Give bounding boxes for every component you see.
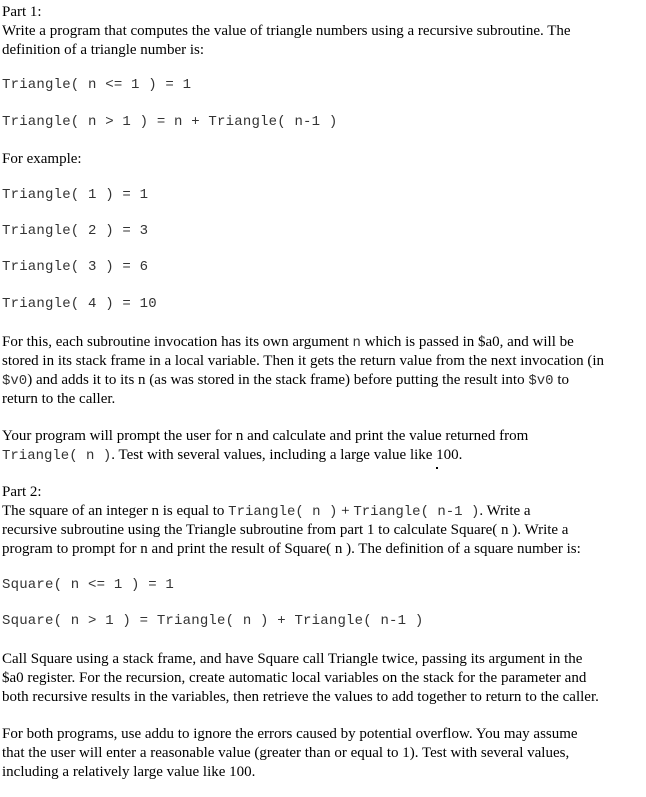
triangle-definition-base: Triangle( n <= 1 ) = 1 <box>2 77 192 93</box>
example-line: Triangle( 3 ) = 6 <box>2 259 149 275</box>
inline-code: $v0 <box>2 373 28 389</box>
part1-para2-line-2 <box>2 446 462 466</box>
part1-heading: Part 1: <box>2 4 42 20</box>
text-span: . Write a <box>479 503 531 519</box>
text-span: . Test with several values, including a large value like 100. <box>111 447 463 463</box>
inline-code: Triangle( n ) <box>2 448 112 464</box>
inline-code: $v0 <box>528 373 554 389</box>
part1-para1-line-4: return to the caller. <box>2 391 116 407</box>
part1-para2-line-1: Your program will prompt the user for n and calculate and print the value returned from <box>2 428 529 444</box>
part1-para1-line-1 <box>2 333 574 353</box>
square-definition-recursive: Square( n > 1 ) = Triangle( n ) + Triangle( n-1 ) <box>2 613 424 629</box>
example-line: Triangle( 1 ) = 1 <box>2 187 149 203</box>
square-definition-base: Square( n <= 1 ) = 1 <box>2 577 175 593</box>
part2-para1-line-3: program to prompt for n and print the result of Square( n ). The definition of a square number is: <box>2 541 581 557</box>
part1-para1-line-2: stored in its stack frame in a local variable. Then it gets the return value from the next invocation (in <box>2 353 605 369</box>
inline-code: n <box>352 335 361 351</box>
part2-para1-line-1 <box>2 502 531 522</box>
text-span: The square of an integer n is equal to <box>2 503 229 519</box>
example-line: Triangle( 2 ) = 3 <box>2 223 149 239</box>
text-span: + <box>337 503 354 519</box>
part1-para1-line-3 <box>2 371 569 391</box>
text-span: which is passed in $a0, and will be <box>360 334 574 350</box>
text-span: For this, each subroutine invocation has its own argument <box>2 334 353 350</box>
part2-para3-line-2: that the user will enter a reasonable value (greater than or equal to 1). Test with several values, <box>2 745 570 761</box>
part2-heading: Part 2: <box>2 484 42 500</box>
part2-para3-line-3: including a relatively large value like 100. <box>2 764 256 780</box>
part1-intro-line-1: Write a program that computes the value of triangle numbers using a recursive subroutine. The <box>2 23 571 39</box>
part2-para2-line-2: $a0 register. For the recursion, create automatic local variables on the stack for the parameter and <box>2 670 587 686</box>
part2-para2-line-1: Call Square using a stack frame, and have Square call Triangle twice, passing its argument in the <box>2 651 583 667</box>
inline-code: Triangle( n-1 ) <box>353 504 480 520</box>
part2-para1-line-2: recursive subroutine using the Triangle subroutine from part 1 to calculate Square( n ). Write a <box>2 522 569 538</box>
text-span: ) and adds it to its n (as was stored in the stack frame) before putting the result into <box>27 372 529 388</box>
part1-intro-line-2: definition of a triangle number is: <box>2 42 205 58</box>
stray-dot <box>436 467 438 469</box>
example-label: For example: <box>2 151 82 167</box>
text-span: to <box>553 372 569 388</box>
triangle-definition-recursive: Triangle( n > 1 ) = n + Triangle( n-1 ) <box>2 114 338 130</box>
part2-para2-line-3: both recursive results in the variables, then retrieve the values to add together to return to the caller. <box>2 689 599 705</box>
part2-para3-line-1: For both programs, use addu to ignore the errors caused by potential overflow. You may assume <box>2 726 578 742</box>
inline-code: Triangle( n ) <box>228 504 338 520</box>
example-line: Triangle( 4 ) = 10 <box>2 296 157 312</box>
